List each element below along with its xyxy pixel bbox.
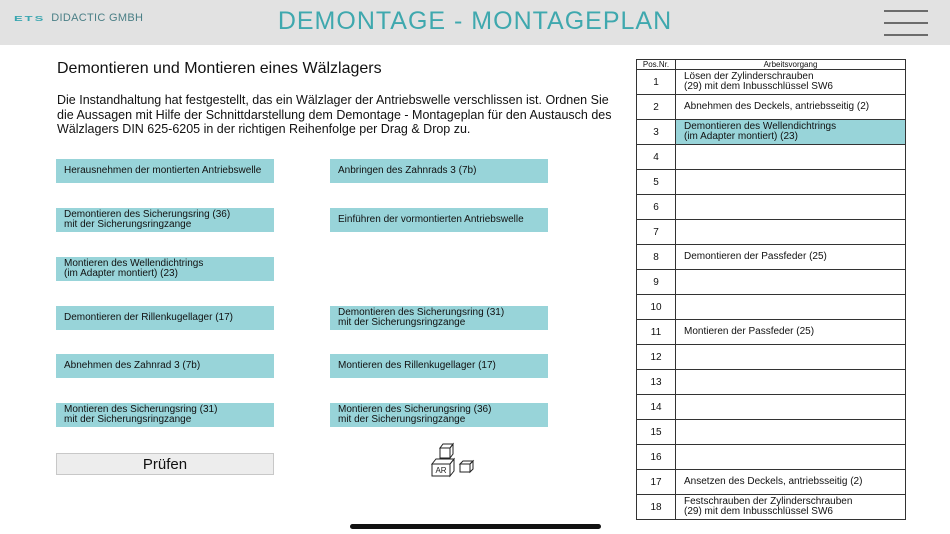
- table-row: [637, 295, 906, 320]
- drop-slot[interactable]: [676, 445, 906, 470]
- drag-card[interactable]: Anbringen des Zahnrads 3 (7b): [330, 159, 548, 183]
- pos-number: 9: [637, 270, 676, 295]
- hamburger-menu-icon[interactable]: [884, 7, 930, 39]
- pos-number: 4: [637, 145, 676, 170]
- check-button[interactable]: Prüfen: [56, 453, 274, 475]
- drag-card[interactable]: Abnehmen des Zahnrad 3 (7b): [56, 354, 274, 378]
- header-activity: Arbeitsvorgang: [676, 60, 906, 70]
- header-pos: Pos.Nr.: [637, 60, 676, 70]
- ets-logo: ETS: [14, 13, 46, 23]
- ar-cubes-icon[interactable]: [430, 440, 478, 478]
- app-title: DEMONTAGE - MONTAGEPLAN: [277, 7, 673, 35]
- pos-number: 12: [637, 345, 676, 370]
- task-instruction: Die Instandhaltung hat festgestellt, das ein Wälzlager der Antriebswelle verschlissen ist. Ordnen Sie die Aussagen mit Hilfe der Schnittdarstellung dem Demontage - Montageplan für den Austausch des Wälzlagers DIN 625-6205 in der richtigen Reihenfolge per Drag & Drop zu.: [57, 93, 612, 136]
- table-row: [637, 370, 906, 395]
- drag-card[interactable]: Demontieren der Rillenkugellager (17): [56, 306, 274, 330]
- drop-slot[interactable]: [676, 195, 906, 220]
- pos-number: 10: [637, 295, 676, 320]
- drop-slot[interactable]: Abnehmen des Deckels, antriebsseitig (2): [676, 95, 906, 120]
- drop-slot[interactable]: Ansetzen des Deckels, antriebsseitig (2): [676, 470, 906, 495]
- pos-number: 3: [637, 120, 676, 145]
- table-row: [637, 495, 906, 520]
- table-row: [637, 245, 906, 270]
- drop-slot[interactable]: Festschrauben der Zylinderschrauben (29) mit dem Inbusschlüssel SW6: [676, 495, 906, 520]
- pos-number: 2: [637, 95, 676, 120]
- table-row: [637, 445, 906, 470]
- drop-slot[interactable]: Demontieren des Wellendichtrings (im Adapter montiert) (23): [676, 120, 906, 145]
- table-row: [637, 420, 906, 445]
- drop-slot[interactable]: [676, 345, 906, 370]
- pos-number: 18: [637, 495, 676, 520]
- pos-number: 17: [637, 470, 676, 495]
- pos-number: 15: [637, 420, 676, 445]
- home-indicator[interactable]: [350, 524, 601, 529]
- table-row: [637, 145, 906, 170]
- pos-number: 11: [637, 320, 676, 345]
- table-header-row: [637, 60, 906, 70]
- task-heading: Demontieren und Montieren eines Wälzlagers: [57, 60, 382, 77]
- table-row: [637, 120, 906, 145]
- pos-number: 7: [637, 220, 676, 245]
- table-row: [637, 270, 906, 295]
- drag-card[interactable]: Herausnehmen der montierten Antriebswelle: [56, 159, 274, 183]
- svg-text:AR: AR: [435, 466, 447, 475]
- table-row: [637, 320, 906, 345]
- drop-slot[interactable]: [676, 295, 906, 320]
- drag-card[interactable]: Demontieren des Sicherungsring (31) mit der Sicherungsringzange: [330, 306, 548, 330]
- table-row: [637, 345, 906, 370]
- drag-card[interactable]: Montieren des Rillenkugellager (17): [330, 354, 548, 378]
- pos-number: 14: [637, 395, 676, 420]
- pos-number: 6: [637, 195, 676, 220]
- table-row: [637, 470, 906, 495]
- drag-card[interactable]: Demontieren des Sicherungsring (36) mit der Sicherungsringzange: [56, 208, 274, 232]
- drag-card[interactable]: Montieren des Sicherungsring (36) mit der Sicherungsringzange: [330, 403, 548, 427]
- drop-slot[interactable]: Montieren der Passfeder (25): [676, 320, 906, 345]
- pos-number: 13: [637, 370, 676, 395]
- assembly-plan-table: [636, 59, 906, 520]
- drop-slot[interactable]: [676, 395, 906, 420]
- drag-card[interactable]: Einführen der vormontierten Antriebswelle: [330, 208, 548, 232]
- pos-number: 1: [637, 70, 676, 95]
- drop-slot[interactable]: Demontieren der Passfeder (25): [676, 245, 906, 270]
- drag-card[interactable]: Montieren des Sicherungsring (31) mit der Sicherungsringzange: [56, 403, 274, 427]
- table-row: [637, 95, 906, 120]
- table-row: [637, 195, 906, 220]
- drag-card[interactable]: Montieren des Wellendichtrings (im Adapter montiert) (23): [56, 257, 274, 281]
- pos-number: 5: [637, 170, 676, 195]
- table-row: [637, 395, 906, 420]
- brand-name: DIDACTIC GMBH: [51, 12, 144, 24]
- table-row: [637, 170, 906, 195]
- drop-slot[interactable]: [676, 270, 906, 295]
- pos-number: 8: [637, 245, 676, 270]
- drop-slot[interactable]: [676, 145, 906, 170]
- drop-slot[interactable]: [676, 420, 906, 445]
- drop-slot[interactable]: Lösen der Zylinderschrauben (29) mit dem Inbusschlüssel SW6: [676, 70, 906, 95]
- pos-number: 16: [637, 445, 676, 470]
- drop-slot[interactable]: [676, 170, 906, 195]
- table-row: [637, 220, 906, 245]
- drop-slot[interactable]: [676, 370, 906, 395]
- top-bar: [0, 0, 950, 45]
- table-row: [637, 70, 906, 95]
- drop-slot[interactable]: [676, 220, 906, 245]
